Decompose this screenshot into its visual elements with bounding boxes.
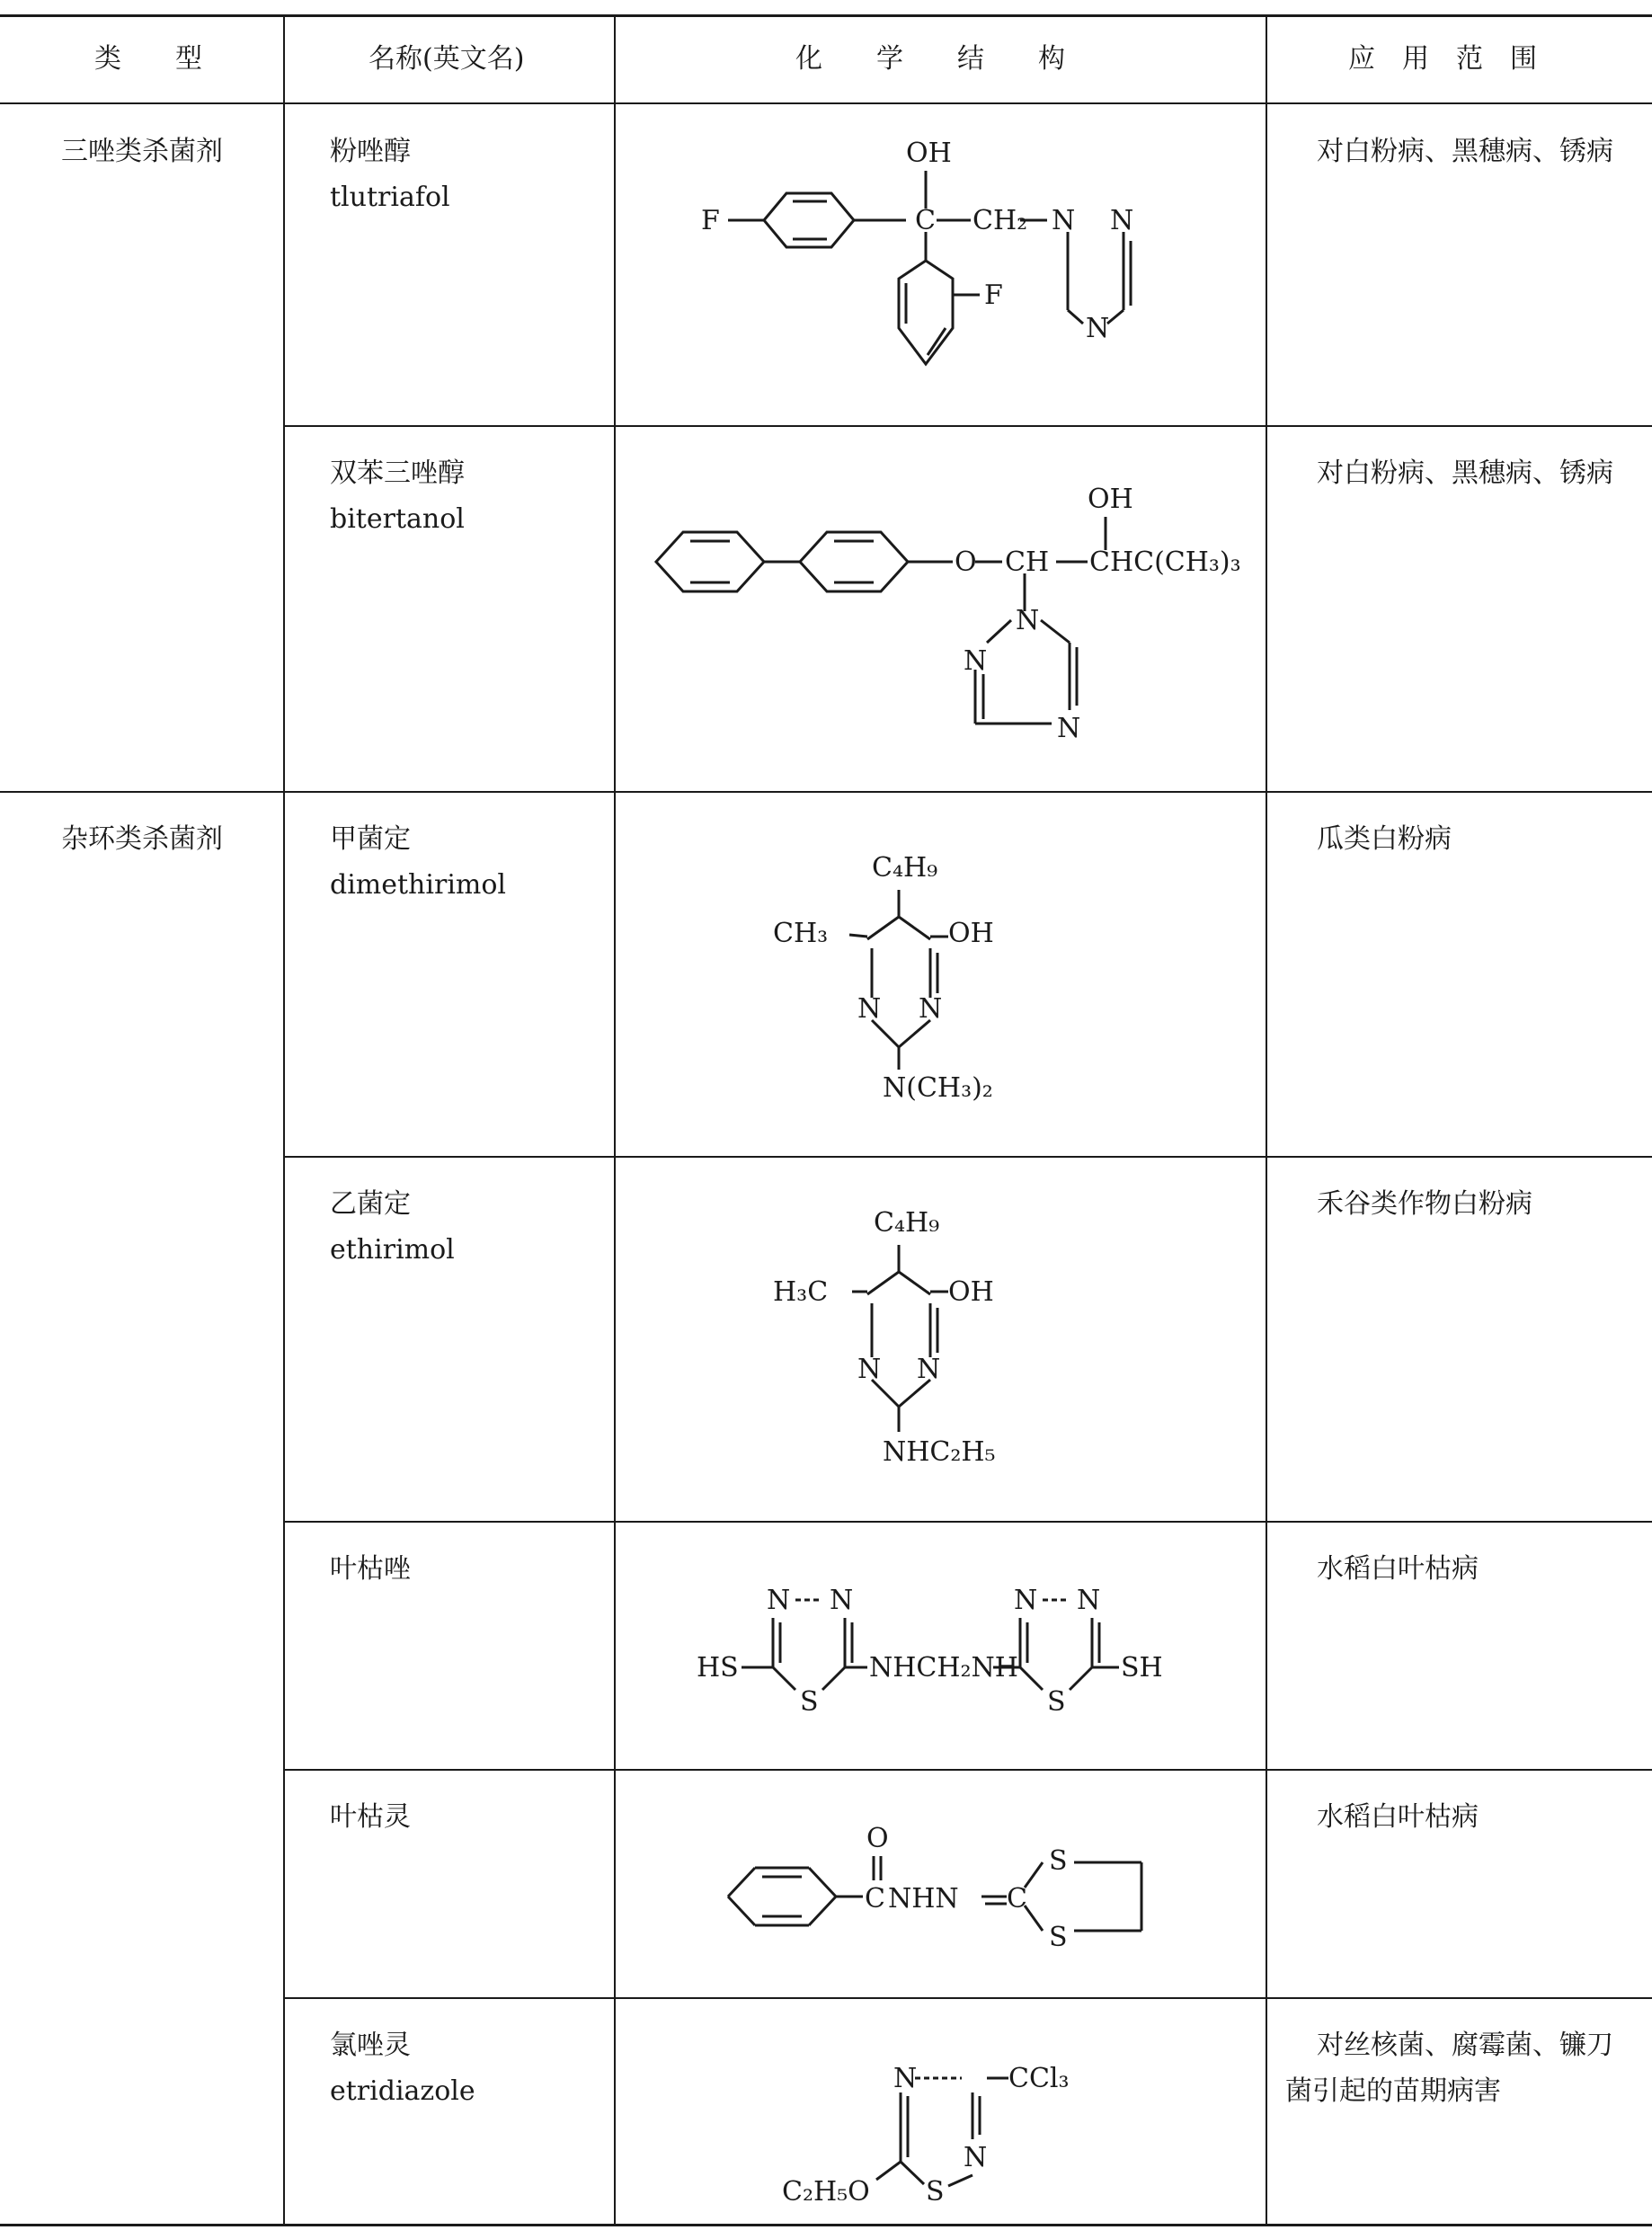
application-text: 菌引起的苗期病害 <box>1285 2075 1501 2107</box>
top-rule <box>0 14 1652 17</box>
name-en: ethirimol <box>330 1234 455 1266</box>
name-cn: 双苯三唑醇 <box>330 458 465 489</box>
name-cn: 粉唑醇 <box>330 136 411 167</box>
chem-n: N <box>1014 1585 1038 1616</box>
name-cn: 甲菌定 <box>330 823 411 855</box>
name-cn: 氯唑灵 <box>330 2030 411 2061</box>
bitertanol-structure <box>647 467 1267 746</box>
row-rule <box>283 425 1652 427</box>
dimethirimol-structure <box>773 836 1150 1124</box>
application-text: 水稻白叶枯病 <box>1317 1801 1479 1833</box>
chem-n: N <box>893 2063 918 2094</box>
name-en: dimethirimol <box>330 869 507 901</box>
chem-h3c: H₃C <box>773 1276 829 1308</box>
chem-s: S <box>1049 1845 1068 1877</box>
section-rule <box>0 791 1652 793</box>
chem-ch: CH <box>1005 546 1050 578</box>
name-cn: 叶枯灵 <box>330 1801 411 1833</box>
chem-s: S <box>1049 1922 1068 1953</box>
etridiazole-structure <box>773 2040 1132 2211</box>
name-en: tlutriafol <box>330 182 450 213</box>
row-rule <box>283 1769 1652 1771</box>
chem-sh: SH <box>1121 1652 1163 1684</box>
bismerthiazol-structure <box>697 1568 1200 1730</box>
header-application: 应 用 范 围 <box>1348 43 1537 75</box>
chem-o: O <box>866 1823 889 1854</box>
chem-n: N <box>1086 313 1110 344</box>
chem-n: N <box>1052 205 1076 236</box>
chem-nhc2h5: NHC₂H₅ <box>883 1436 996 1468</box>
chem-oh: OH <box>906 138 952 169</box>
chem-nhn: NHN <box>888 1883 959 1915</box>
chem-n: N <box>767 1585 791 1616</box>
chem-n: N <box>1077 1585 1101 1616</box>
column-rule <box>283 14 285 2226</box>
application-text: 瓜类白粉病 <box>1317 823 1452 855</box>
chem-n: N <box>857 993 882 1025</box>
chem-oh: OH <box>948 1276 994 1308</box>
chem-n: N <box>1016 605 1040 636</box>
leaf-blight-structure <box>719 1807 1186 1968</box>
chem-c: C <box>915 205 936 236</box>
chem-o: O <box>955 546 977 578</box>
chem-f: F <box>701 205 720 236</box>
chem-nme2: N(CH₃)₂ <box>883 1072 993 1104</box>
chem-ch3: CH₃ <box>773 918 829 949</box>
chem-c: C <box>865 1883 885 1915</box>
row-rule <box>283 1997 1652 1999</box>
chem-n: N <box>964 2142 988 2173</box>
chem-c: C <box>1007 1883 1027 1915</box>
flutriafol-structure <box>701 126 1204 395</box>
chem-s: S <box>1047 1686 1066 1718</box>
name-en: bitertanol <box>330 503 465 535</box>
chem-hs: HS <box>697 1652 739 1684</box>
chem-n: N <box>917 1354 941 1385</box>
header-type: 类 型 <box>94 43 202 75</box>
header-rule <box>0 102 1652 104</box>
chem-n: N <box>830 1585 854 1616</box>
bottom-rule <box>0 2224 1652 2226</box>
name-en: etridiazole <box>330 2075 475 2107</box>
column-rule <box>1266 14 1267 2226</box>
category-label: 杂环类杀菌剂 <box>61 823 223 855</box>
chem-c4h9: C₄H₉ <box>874 1207 940 1239</box>
name-cn: 乙菌定 <box>330 1188 411 1220</box>
chem-oh: OH <box>948 918 994 949</box>
chem-ccl3: CCl₃ <box>1008 2063 1070 2094</box>
row-rule <box>283 1521 1652 1523</box>
chem-n: N <box>857 1354 882 1385</box>
chem-s: S <box>926 2176 945 2208</box>
chem-c4h9: C₄H₉ <box>872 852 938 884</box>
name-cn: 叶枯唑 <box>330 1553 411 1585</box>
application-text: 对丝核菌、腐霉菌、镰刀 <box>1317 2030 1613 2061</box>
chem-n: N <box>1110 205 1134 236</box>
chem-n: N <box>919 993 943 1025</box>
application-text: 禾谷类作物白粉病 <box>1317 1188 1532 1220</box>
application-text: 对白粉病、黑穗病、锈病 <box>1317 136 1613 167</box>
header-structure: 化 学 结 构 <box>795 43 1065 75</box>
chem-n: N <box>1057 713 1081 744</box>
row-rule <box>283 1156 1652 1158</box>
chem-oh: OH <box>1088 484 1133 515</box>
category-label: 三唑类杀菌剂 <box>61 136 223 167</box>
chem-f: F <box>984 280 1003 311</box>
chem-s: S <box>800 1686 819 1718</box>
chem-link: NHCH₂NH <box>869 1652 1018 1684</box>
chem-ch2: CH₂ <box>973 205 1028 236</box>
application-text: 水稻白叶枯病 <box>1317 1553 1479 1585</box>
header-name: 名称(英文名) <box>369 43 525 75</box>
chem-chc: CHC(CH₃)₃ <box>1089 546 1241 578</box>
chem-c2h5o: C₂H₅O <box>782 2176 870 2208</box>
chem-n: N <box>964 645 988 677</box>
application-text: 对白粉病、黑穗病、锈病 <box>1317 458 1613 489</box>
column-rule <box>614 14 616 2226</box>
ethirimol-structure <box>773 1191 1150 1488</box>
